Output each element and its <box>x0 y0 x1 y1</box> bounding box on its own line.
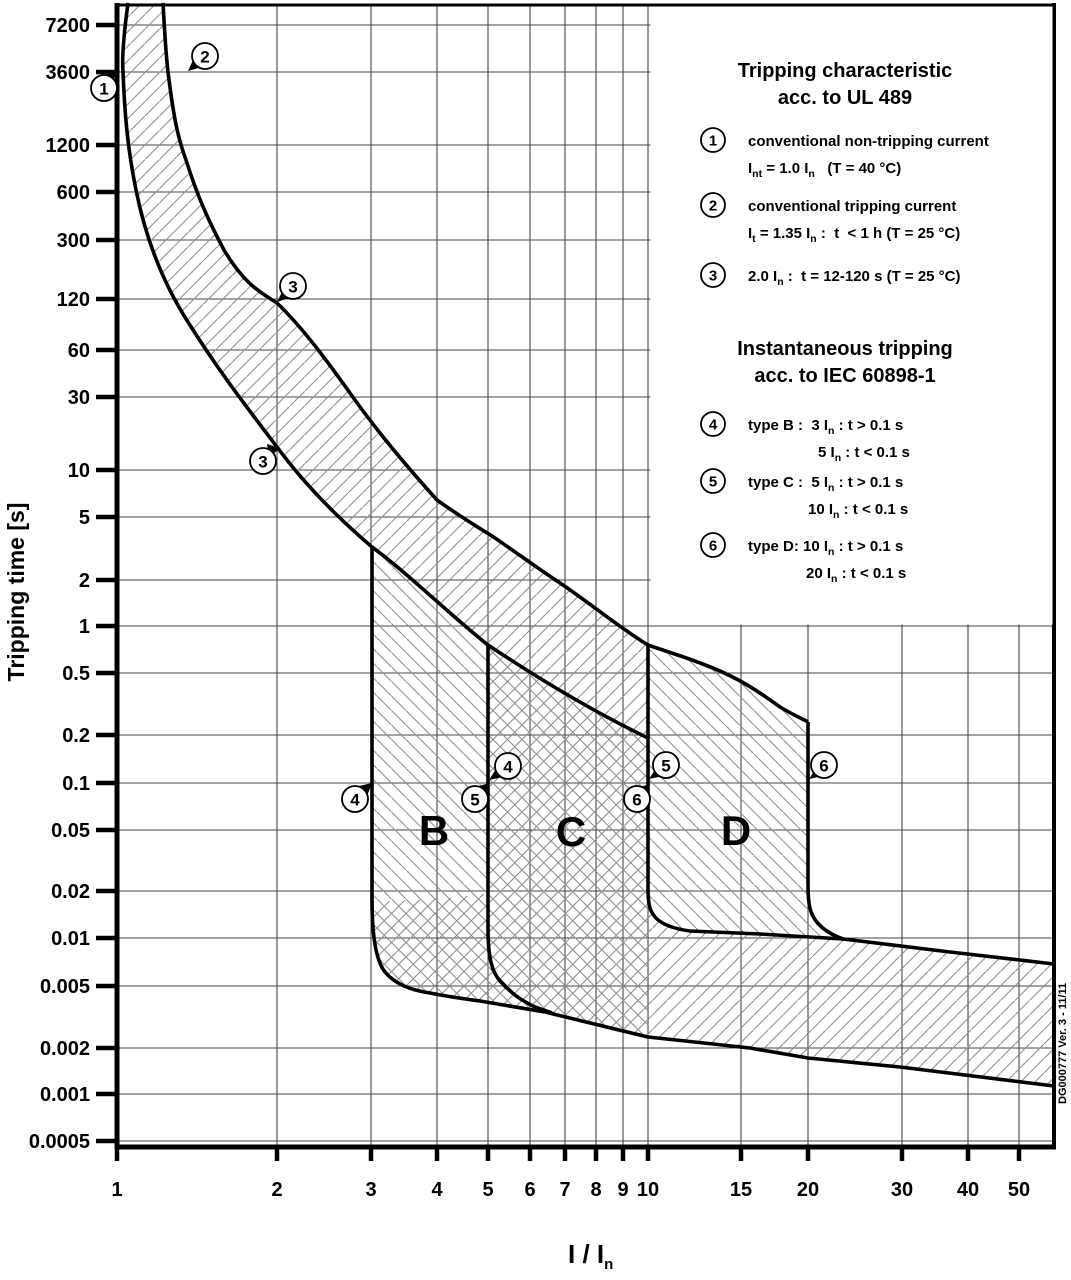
marker-number: 6 <box>632 790 642 810</box>
x-tick-label: 3 <box>365 1179 377 1201</box>
y-axis-ticks <box>29 15 117 1153</box>
x-tick-label: 10 <box>636 1179 660 1201</box>
legend-title-iec-line2: acc. to IEC 60898-1 <box>754 365 936 387</box>
legend-item-3-line1: 2.0 $I_n$ : t = 12-120 s (T = 25 °C) <box>748 268 961 288</box>
legend-title-iec-line1: Instantaneous tripping <box>737 338 953 360</box>
document-number: DG000777 Ver. 3 - 11/11 <box>1057 982 1069 1104</box>
x-axis-ticks <box>111 1147 1030 1201</box>
x-tick-label: 8 <box>590 1179 602 1201</box>
legend-item-1-line1: conventional non-tripping current <box>748 133 989 150</box>
legend-item-1-line2: $I_{nt} = 1.0$ $I_n$ (T = 40 °C) <box>748 160 902 180</box>
y-axis-title: Tripping time [s] <box>3 502 29 682</box>
x-tick-label: 50 <box>1007 1179 1031 1201</box>
legend-number-4: 4 <box>708 416 718 434</box>
y-tick-label: 0.2 <box>62 725 90 747</box>
legend-item-2-line1: conventional tripping current <box>748 198 957 215</box>
y-tick-label: 0.0005 <box>28 1131 90 1153</box>
y-tick-label: 0.1 <box>62 773 90 795</box>
legend-number-1: 1 <box>708 132 718 150</box>
callout-marker-3 <box>277 273 306 302</box>
marker-number: 4 <box>350 790 360 810</box>
legend-item-5-line1: type C : 5 $I_n$ : t > 0.1 s <box>748 474 904 494</box>
x-tick-label: 4 <box>431 1179 443 1201</box>
x-tick-label: 1 <box>111 1179 123 1201</box>
x-tick-label: 2 <box>271 1179 283 1201</box>
x-tick-label: 7 <box>559 1179 571 1201</box>
x-tick-label: 15 <box>729 1179 753 1201</box>
y-tick-label: 1200 <box>45 135 90 157</box>
region-label-C: C <box>555 808 587 855</box>
y-tick-label: 1 <box>78 616 90 638</box>
marker-number: 4 <box>503 757 513 777</box>
legend-item-4-line1: type B : 3 $I_n$ : t > 0.1 s <box>748 417 904 437</box>
y-tick-label: 7200 <box>45 15 90 37</box>
y-tick-label: 0.02 <box>51 881 90 903</box>
region-label-D: D <box>720 807 752 854</box>
marker-number: 2 <box>200 47 210 67</box>
legend-item-4-line2: 5 $I_n$ : t < 0.1 s <box>818 444 910 464</box>
legend-number-2: 2 <box>708 197 718 215</box>
legend-item-6-line1: type D: 10 $I_n$ : t > 0.1 s <box>748 538 904 558</box>
marker-number: 6 <box>819 756 829 776</box>
y-tick-label: 2 <box>78 570 90 592</box>
legend-number-6: 6 <box>708 537 718 555</box>
x-tick-label: 20 <box>796 1179 820 1201</box>
legend-title-ul489-line1: Tripping characteristic <box>737 60 953 82</box>
callout-marker-2 <box>188 43 218 71</box>
x-tick-label: 5 <box>482 1179 494 1201</box>
type-d-region-hatch <box>648 645 843 939</box>
legend-title-ul489-line2: acc. to UL 489 <box>777 87 913 109</box>
callout-marker-4 <box>342 783 372 812</box>
y-tick-label: 30 <box>67 387 90 409</box>
callout-marker-1 <box>91 71 117 101</box>
marker-number: 3 <box>288 277 298 297</box>
y-tick-label: 600 <box>56 182 90 204</box>
y-tick-label: 3600 <box>45 62 90 84</box>
y-tick-label: 0.05 <box>51 820 90 842</box>
legend-item-6-line2: 20 $I_n$ : t < 0.1 s <box>806 565 907 585</box>
x-axis-title: I / $I_n$ <box>568 1239 614 1273</box>
y-tick-label: 120 <box>56 289 90 311</box>
y-tick-label: 0.005 <box>39 976 90 998</box>
x-tick-label: 9 <box>617 1179 629 1201</box>
y-tick-label: 0.5 <box>62 663 90 685</box>
marker-number: 5 <box>470 790 480 810</box>
y-tick-label: 300 <box>56 230 90 252</box>
x-tick-label: 30 <box>890 1179 914 1201</box>
marker-number: 3 <box>258 452 268 472</box>
legend-item-2-line2: $I_t = 1.35$ $I_n$ : t < 1 h (T = 25 °C) <box>748 225 961 245</box>
y-tick-label: 5 <box>78 507 90 529</box>
marker-number: 5 <box>661 756 671 776</box>
legend-number-5: 5 <box>708 473 718 491</box>
y-tick-label: 0.01 <box>51 928 90 950</box>
callout-marker-6 <box>809 752 837 779</box>
y-tick-label: 0.001 <box>39 1084 90 1106</box>
y-tick-label: 60 <box>67 340 90 362</box>
legend <box>651 7 1053 625</box>
marker-number: 1 <box>99 79 109 99</box>
legend-number-3: 3 <box>708 267 718 285</box>
x-tick-label: 6 <box>524 1179 536 1201</box>
legend-item-5-line2: 10 $I_n$ : t < 0.1 s <box>808 501 909 521</box>
region-label-B: B <box>418 807 450 854</box>
y-tick-label: 10 <box>67 460 90 482</box>
x-tick-label: 40 <box>956 1179 980 1201</box>
y-tick-label: 0.002 <box>39 1038 90 1060</box>
